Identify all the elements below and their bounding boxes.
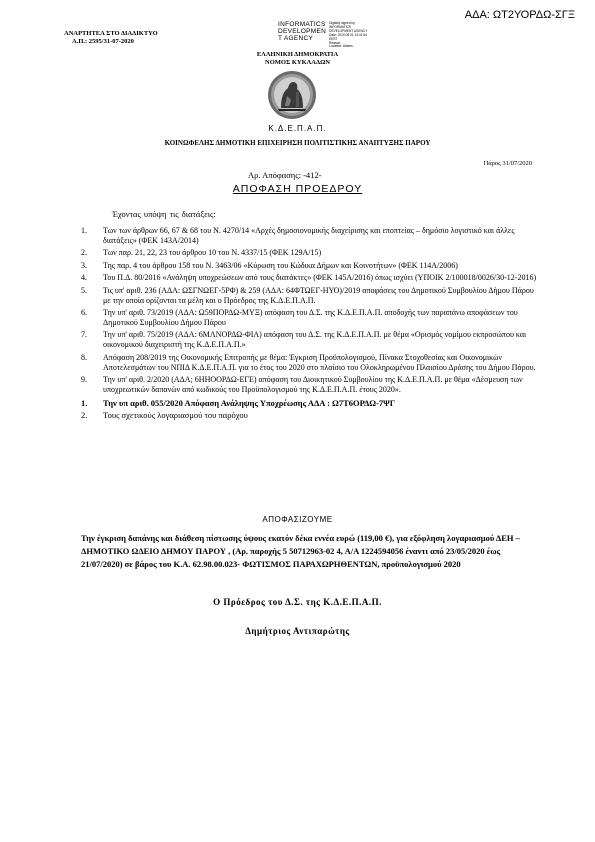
decision-number: Αρ. Απόφασης: -412-	[248, 170, 322, 180]
state-header	[0, 51, 595, 67]
agency-word: DEVELOPMEN	[278, 28, 327, 35]
signature-detail: Location: Athens	[329, 44, 353, 49]
digital-signature-stamp	[278, 21, 367, 49]
item-text: Την υπ' αριθ. 73/2019 (ΑΔΑ: Ω59ΠΟΡΔΩ-ΜΥΞ) απόφαση του Δ.Σ. της Κ.Δ.Ε.Π.Α.Π. αποδοχής των παραπάνω αποφάσεων του Δημοτικού Συμβουλίου Δήμου Πάρου	[103, 307, 518, 327]
legal-basis-item	[81, 375, 537, 395]
prefecture-name: ΝΟΜΟΣ ΚΥΚΛΑΔΩΝ	[265, 59, 330, 66]
item-number: 9.	[81, 375, 87, 385]
item-number: 5.	[81, 285, 87, 295]
legal-basis-item	[81, 397, 537, 408]
signature-details	[329, 22, 367, 49]
item-number: 4.	[81, 273, 87, 283]
signature-detail: Date: 2020.08.01 13:41:54	[329, 32, 367, 37]
item-text: Της παρ. 4 του άρθρου 158 του Ν. 3463/06 «Κύρωση του Κώδικα Δήμων και Κοινοτήτων» (ΦΕΚ 114Α/2006)	[103, 260, 458, 270]
legal-basis-list	[81, 226, 537, 422]
posting-notice	[64, 30, 158, 46]
legal-basis-item	[81, 260, 537, 271]
legal-basis-item	[81, 248, 537, 258]
item-text: Των των άρθρων 66, 67 & 68 του Ν. 4270/14 «Αρχές δημοσιονομικής διαχείρισης και εποπτείας – δημόσιο λογιστικό και άλλες διατάξεις» (ΦΕΚ 143Α/2014)	[103, 226, 515, 245]
signatory-title: Ο Πρόεδρος του Δ.Σ. της Κ.Δ.Ε.Π.Α.Π.	[213, 597, 382, 607]
ada-code: ΑΔΑ: ΩΤ2ΥΟΡΔΩ-ΣΓΞ	[464, 9, 575, 21]
legal-basis-item	[81, 352, 537, 373]
item-number: 8.	[81, 352, 87, 362]
item-text: Τους σχετικούς λογαριασμού του παρόχου	[103, 409, 248, 420]
document-heading: ΑΠΟΦΑΣΗ ΠΡΟΕΔΡΟΥ	[232, 183, 363, 195]
agency-word: T AGENCY	[278, 35, 314, 42]
item-text: Των παρ. 21, 22, 23 του άρθρου 10 του Ν. 4337/15 (ΦΕΚ 129Α/15)	[103, 248, 322, 258]
item-text: Την υπ αριθ. 055/2020 Απόφαση Ανάληψης Υποχρέωσης ΑΔΑ : Ω7Τ6ΟΡΔΩ-7ΨΓ	[103, 397, 396, 408]
legal-basis-item	[81, 330, 537, 350]
legal-basis-item	[81, 226, 537, 246]
item-number: 1.	[81, 226, 87, 235]
document-date: Πάρος 31/07/2020	[483, 160, 532, 167]
municipal-seal-icon	[267, 70, 317, 120]
item-text: Του Π.Δ. 80/2016 «Ανάληψη υποχρεώσεων από τους διατάκτες» (ΦΕΚ 145Α/2016) όπως ισχύει (ΥΠΟΙΚ 2/100018/0026/30-12-2016)	[103, 273, 537, 283]
item-number: 3.	[81, 260, 87, 270]
legal-basis-item	[81, 409, 537, 420]
signatory-name: Δημήτριος Αντιπαρώτης	[245, 626, 350, 636]
item-text: Την υπ' αριθ. 2/2020 (ΑΔΑ; 6ΗΗΟΟΡΔΩ-ΕΓΕ) απόφαση του Διοικητικού Συμβουλίου της Κ.Δ.Ε.Π.Α.Π. με θέμα «Δέσμευση των υποχρεωτικών δαπανών από κωδικούς του Προϋπολογισμού της Κ.Δ.Ε.Π.Α.Π. έτους 2020».	[103, 375, 523, 395]
item-text: Τις υπ' αριθ. 236 (ΑΔΑ: ΩΣΓΝΩΕΓ-5ΡΦ) & 259 (ΑΔΑ: 64ΦΤΩΕΓ-ΗΥΟ)/2019 αποφάσεις του Δημοτικού Συμβουλίου Δήμου Πάρου με την οποία ορίζονται τα μέλη και ο Πρόεδρος της Κ.Δ.Ε.Π.Α.Π.	[103, 285, 534, 305]
protocol-number: Α.Π.: 2595/31-07-2020	[72, 38, 134, 45]
item-number: 2.	[81, 248, 87, 258]
country-name: ΕΛΛΗΝΙΚΗ ΔΗΜΟΚΡΑΤΙΑ	[256, 51, 339, 58]
item-text: Την υπ' αριθ. 75/2019 (ΑΔΑ: 6ΜΛΝΟΡΔΩ-ΦΙΑ) απόφαση του Δ.Σ. της Κ.Δ.Ε.Π.Α.Π. με θέμα «Ορισμός νομίμου εκπροσώπου και οικονομικού διαχειριστή της Κ.Δ.Ε.Π.Α.Π.»	[103, 330, 527, 350]
decision-heading: ΑΠΟΦΑΣΙΖΟΥΜΕ	[262, 515, 333, 524]
legal-basis-item	[81, 285, 537, 306]
considering-intro: Έχοντας υπόψη τις διατάξεις:	[112, 209, 216, 219]
signature-detail: DEVELOPMENT AGENCY	[329, 28, 368, 33]
signature-detail: INFORMATICS	[329, 24, 351, 29]
legal-basis-item	[81, 273, 537, 283]
signature-agency-name	[278, 21, 326, 42]
item-number: 1.	[81, 397, 88, 408]
item-number: 7.	[81, 330, 87, 340]
legal-basis-item	[81, 307, 537, 328]
item-text: Απόφαση 208/2019 της Οικονομικής Επιτροπής με θέμα: Έγκριση Προϋπολογισμού, Πίνακα Στοχοθεσίας και Οικονομικών Αποτελεσμάτων του ΝΠΙΔ Κ.Δ.Ε.Π.Α.Π. για το έτος του 2020 στο πλαίσιο του Ολοκληρωμένου Πλαισίου Δράσης του Δήμου Πάρου.	[103, 352, 536, 372]
item-number: 6.	[81, 307, 87, 317]
agency-word: INFORMATICS	[278, 21, 326, 28]
item-number: 2.	[81, 409, 88, 420]
posting-notice-line: ΑΝΑΡΤΗΤΕΑ ΣΤΟ ΔΙΑΔΙΚΤΥΟ	[64, 30, 158, 37]
organization-acronym: Κ.Δ.Ε.Π.Α.Π.	[268, 124, 327, 133]
signature-detail: Reason:	[329, 40, 342, 45]
organization-name: ΚΟΙΝΩΦΕΛΗΣ ΔΗΜΟΤΙΚΗ ΕΠΙΧΕΙΡΗΣΗ ΠΟΛΙΤΙΣΤΙΚΗΣ ΑΝΑΠΤΥΞΗΣ ΠΑΡΟΥ	[164, 139, 431, 147]
signature-detail: Digitally signed by	[329, 21, 355, 25]
signature-detail: EEST	[329, 36, 338, 41]
decision-body: Την έγκριση δαπάνης και διάθεση πίστωσης ύψους εκατόν δέκα εννέα ευρώ (119,00 €), για εξόφληση λογαριασμού ΔΕΗ – ΔΗΜΟΤΙΚΟ ΩΔΕΙΟ ΔΗΜΟΥ ΠΑΡΟΥ , (Αρ. παροχής 5 50712963-02 4, Α/Α 1224594056 έναντι από 23/05/2020 έως 21/07/2020) σε βάρος του Κ.Α. 62.98.00.023- ΦΩΤΙΣΜΟΣ ΠΑΡΑΧΩΡΗΘΕΝΤΩΝ, προϋπολογισμού 2020	[81, 533, 520, 569]
